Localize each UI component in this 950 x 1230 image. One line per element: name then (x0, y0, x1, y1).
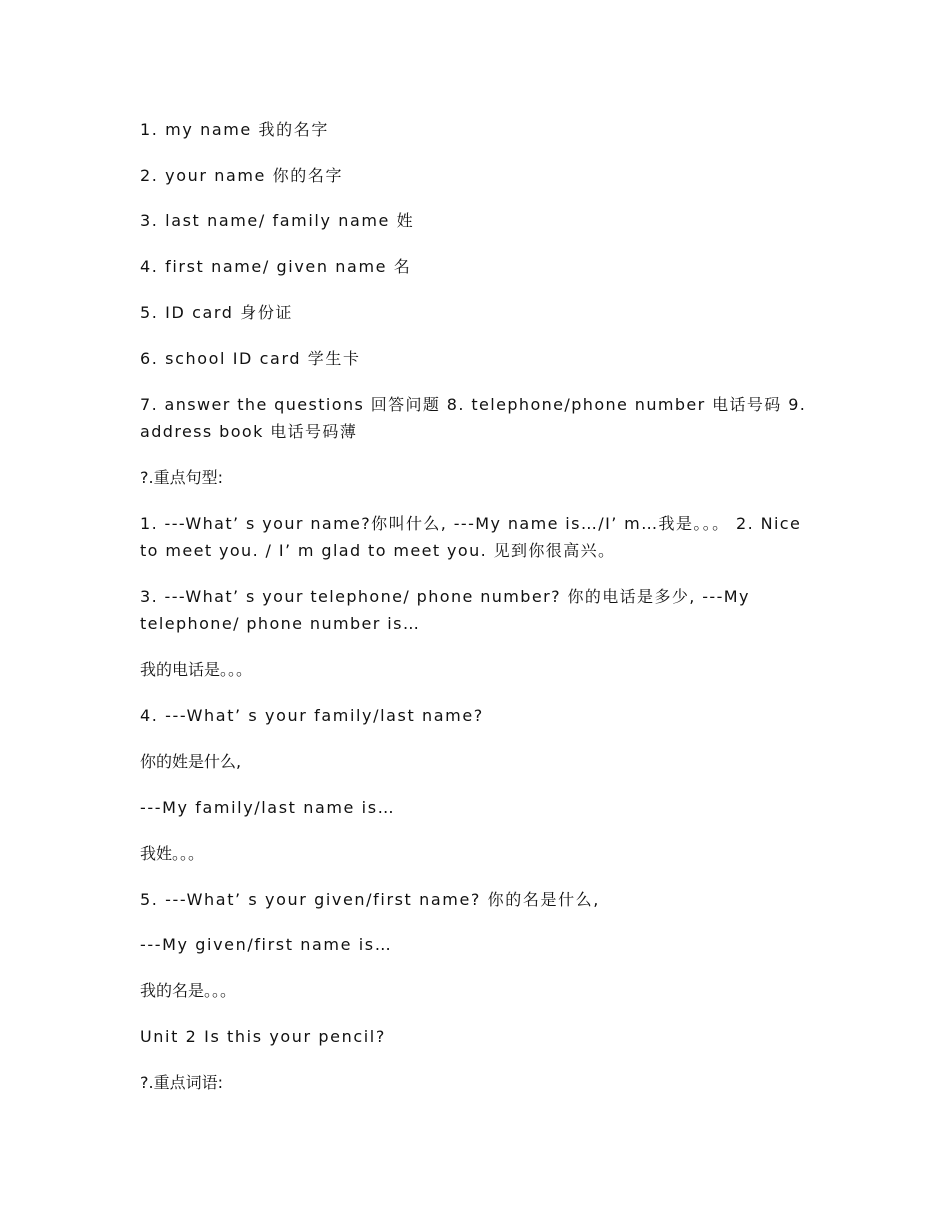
sentence-pattern-3: 3. ---What’ s your telephone/ phone number? 你的电话是多少, ---My telephone/ phone number is… (140, 587, 750, 633)
sentence-pattern-4-answer: ---My family/last name is… (140, 798, 396, 817)
sentence-pattern-5-answer-translation: 我的名是。。。 (140, 981, 237, 1000)
sentence-pattern-5-answer: ---My given/first name is… (140, 935, 393, 954)
vocab-item-my-name: 1. my name 我的名字 (140, 120, 329, 139)
vocab-items-7-9: 7. answer the questions 回答问题 8. telephone/phone number 电话号码 9. address book 电话号码薄 (140, 395, 807, 441)
vocab-item-school-id-card: 6. school ID card 学生卡 (140, 349, 361, 368)
sentence-pattern-4-answer-translation: 我姓。。。 (140, 844, 205, 863)
section-heading-key-words: ?.重点词语: (140, 1073, 223, 1092)
vocab-item-first-name: 4. first name/ given name 名 (140, 257, 412, 276)
unit-2-title: Unit 2 Is this your pencil? (140, 1027, 386, 1046)
sentence-pattern-4-translation: 你的姓是什么, (140, 752, 242, 771)
vocab-item-last-name: 3. last name/ family name 姓 (140, 211, 415, 230)
sentence-pattern-5: 5. ---What’ s your given/first name? 你的名是什么, (140, 890, 600, 909)
sentence-pattern-1-2: 1. ---What’ s your name?你叫什么, ---My name is…/I’ m…我是。。。 2. Nice to meet you. / I’ m glad to meet you. 见到你很高兴。 (140, 514, 802, 560)
vocab-item-your-name: 2. your name 你的名字 (140, 166, 344, 185)
section-heading-key-sentences: ?.重点句型: (140, 468, 223, 487)
sentence-pattern-3-translation: 我的电话是。。。 (140, 660, 253, 679)
sentence-pattern-4: 4. ---What’ s your family/last name? (140, 706, 484, 725)
vocab-item-id-card: 5. ID card 身份证 (140, 303, 294, 322)
